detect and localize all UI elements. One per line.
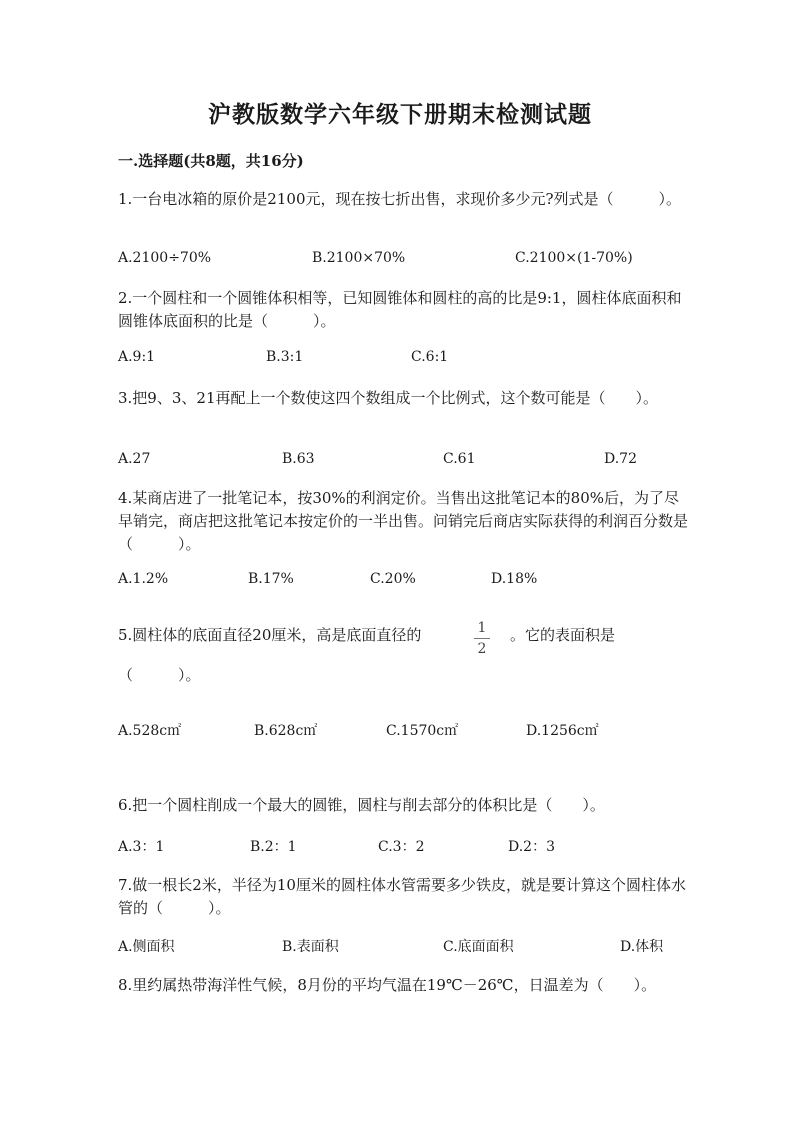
q5-option-b: B.628c㎡ bbox=[254, 723, 318, 739]
page-title: 沪教版数学六年级下册期末检测试题 bbox=[208, 101, 592, 128]
fraction-bar bbox=[474, 638, 490, 639]
q4-option-a: A.1.2% bbox=[118, 571, 169, 587]
question-3: 3.把9、3、21再配上一个数使这四个数组成一个比例式，这个数可能是（ ）。 bbox=[118, 389, 658, 407]
q5-option-c: C.1570c㎡ bbox=[386, 723, 459, 739]
question-5-continued: 。它的表面积是 bbox=[510, 626, 616, 644]
question-4: 4.某商店进了一批笔记本，按30%的利润定价。当售出这批笔记本的80%后，为了尽早销完，商店把这批笔记本按定价的一半出售。问销完后商店实际获得的利润百分数是（ ）。 bbox=[118, 489, 689, 553]
q6-option-a: A.3：1 bbox=[118, 839, 165, 855]
question-2: 2.一个圆柱和一个圆锥体积相等，已知圆锥体和圆柱的高的比是9:1，圆柱体底面积和圆锥体底面积的比是（ ）。 bbox=[118, 289, 682, 330]
q4-option-c: C.20% bbox=[370, 571, 416, 587]
question-1: 1.一台电冰箱的原价是2100元，现在按七折出售，求现价多少元?列式是（ ）。 bbox=[118, 190, 682, 208]
q4-option-b: B.17% bbox=[248, 571, 294, 587]
q7-option-a: A.侧面积 bbox=[118, 939, 175, 955]
q6-option-d: D.2：3 bbox=[508, 839, 555, 855]
q7-option-c: C.底面面积 bbox=[443, 939, 514, 955]
section-heading: 一.选择题(共8题，共16分) bbox=[118, 152, 304, 170]
question-8: 8.里约属热带海洋性气候，8月份的平均气温在19℃－26℃，日温差为（ ）。 bbox=[118, 976, 657, 994]
q2-option-a: A.9:1 bbox=[118, 349, 156, 365]
q2-option-b: B.3:1 bbox=[266, 349, 304, 365]
fraction-denominator: 2 bbox=[477, 641, 487, 657]
fraction-one-half bbox=[470, 620, 494, 657]
question-5-blank: （ ）。 bbox=[118, 666, 201, 684]
q7-option-d: D.体积 bbox=[620, 939, 664, 955]
q1-option-c: C.2100×(1-70%) bbox=[515, 250, 633, 266]
question-7: 7.做一根长2米，半径为10厘米的圆柱体水管需要多少铁皮，就是要计算这个圆柱体水管的（ ）。 bbox=[118, 876, 686, 917]
q5-option-a: A.528c㎡ bbox=[118, 723, 182, 739]
q3-option-b: B.63 bbox=[282, 451, 315, 467]
question-6: 6.把一个圆柱削成一个最大的圆锥，圆柱与削去部分的体积比是（ ）。 bbox=[118, 796, 605, 814]
q6-option-c: C.3：2 bbox=[378, 839, 425, 855]
q5-option-d: D.1256c㎡ bbox=[526, 723, 599, 739]
q3-option-c: C.61 bbox=[443, 451, 476, 467]
q1-option-b: B.2100×70% bbox=[312, 250, 406, 266]
q7-option-b: B.表面积 bbox=[282, 939, 339, 955]
q3-option-d: D.72 bbox=[604, 451, 637, 467]
q3-option-a: A.27 bbox=[118, 451, 151, 467]
question-5: 5.圆柱体的底面直径20厘米，高是底面直径的 bbox=[118, 626, 422, 644]
q2-option-c: C.6:1 bbox=[411, 349, 449, 365]
fraction-numerator: 1 bbox=[477, 620, 487, 636]
q1-option-a: A.2100÷70% bbox=[118, 250, 212, 266]
q6-option-b: B.2：1 bbox=[250, 839, 297, 855]
q4-option-d: D.18% bbox=[491, 571, 538, 587]
